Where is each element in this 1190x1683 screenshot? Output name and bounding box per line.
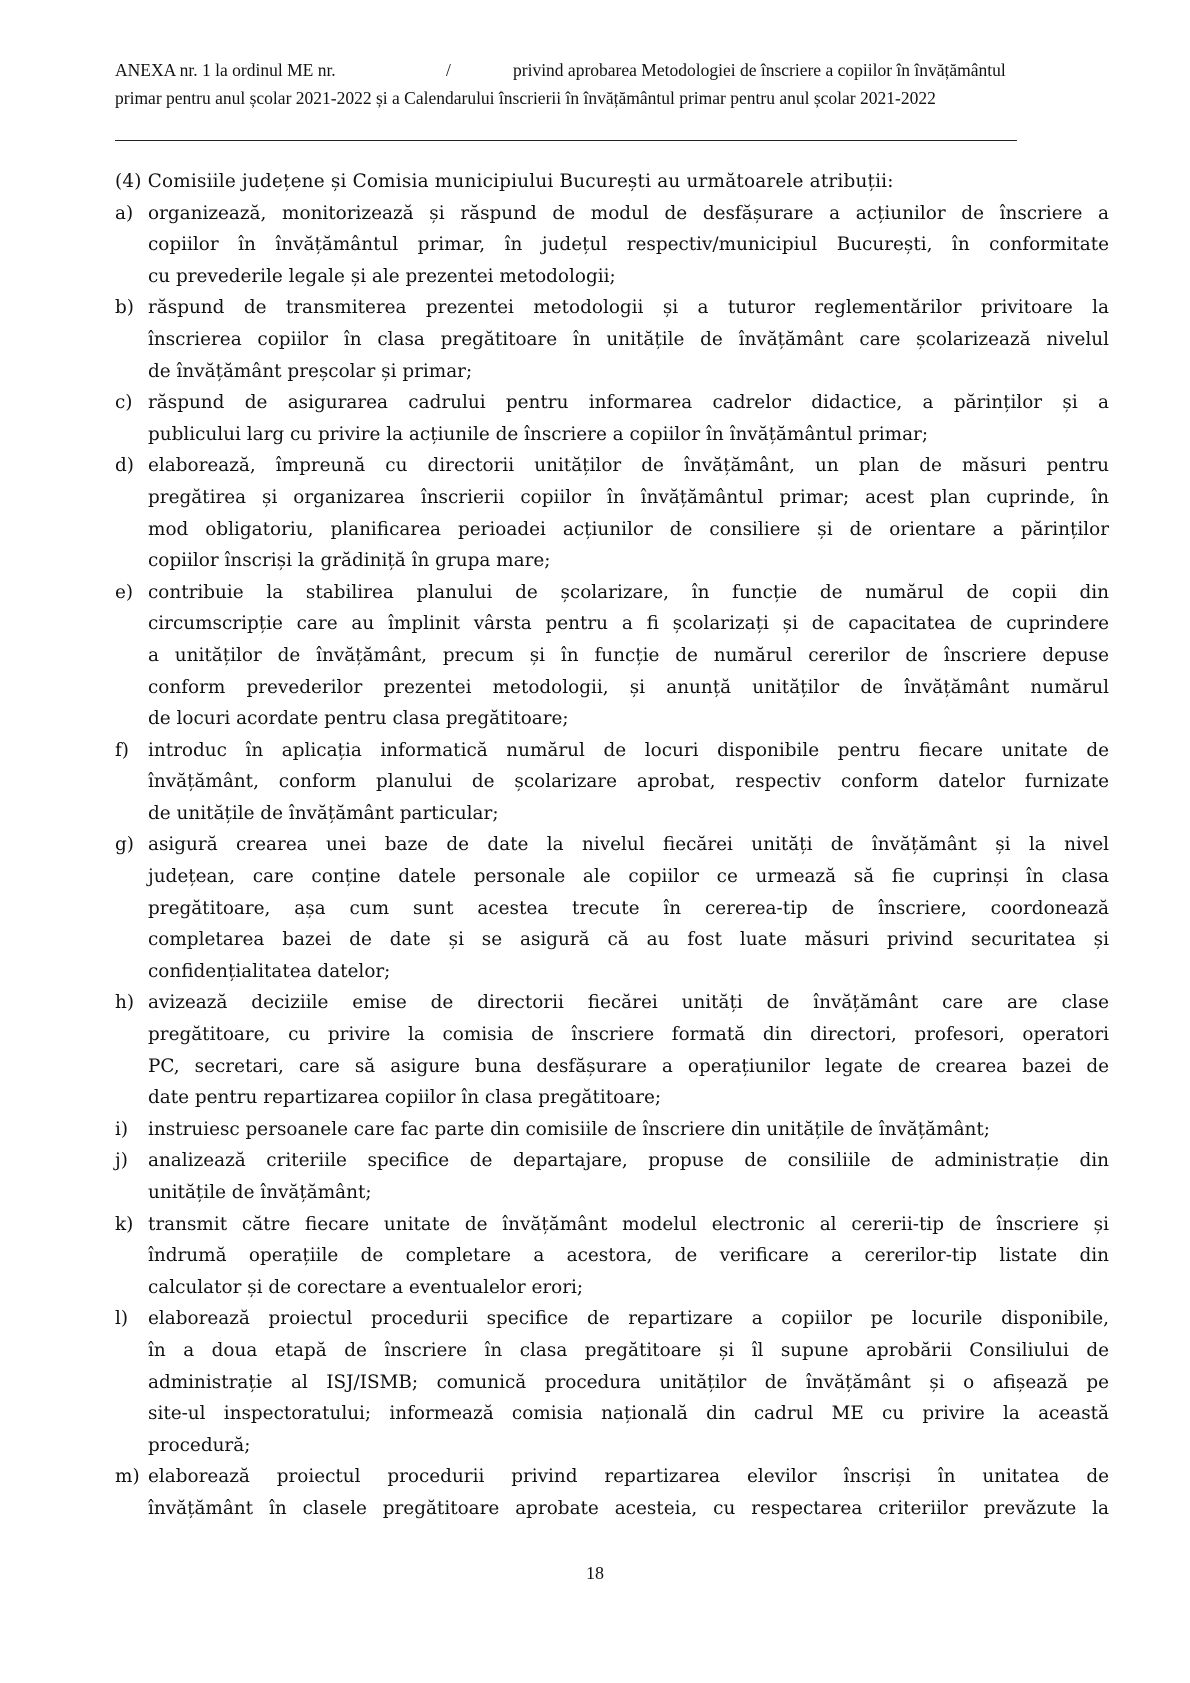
header-title-line-1: privind aprobarea Metodologiei de înscriere a copiilor în învățământul — [513, 60, 1006, 80]
list-item-line: elaborează, împreună cu directorii unităților de învățământ, un plan de măsuri pentru — [148, 455, 1109, 477]
list-item-line: de unitățile de învățământ particular; — [148, 802, 499, 824]
list-item-line: unitățile de învățământ; — [148, 1182, 372, 1203]
header-rule — [115, 140, 1017, 141]
list-item-label: m) — [115, 1466, 140, 1488]
list-item-label: k) — [115, 1213, 134, 1235]
list-item-line: înscrierea copiilor în clasa pregătitoare în unitățile de învățământ care școlarizează nivelul — [148, 328, 1109, 350]
list-item-line: elaborează proiectul procedurii specifice de repartizare a copiilor pe locurile disponibile, — [148, 1308, 1109, 1330]
list-item-line: circumscripție care au împlinit vârsta pentru a fi școlarizați și de capacitatea de cuprindere — [148, 613, 1109, 635]
list-item — [115, 1461, 1109, 1524]
list-item — [115, 1303, 1109, 1461]
list-item-line: învățământ, conform planului de școlarizare aprobat, respectiv conform datelor furnizate — [148, 771, 1109, 793]
list-item-line: învățământ în clasele pregătitoare aprobate acesteia, cu respectarea criteriilor prevăzute la — [148, 1497, 1109, 1519]
list-item-label: j) — [115, 1150, 128, 1172]
list-item-line: răspund de asigurarea cadrului pentru informarea cadrelor didactice, a părinților și a — [148, 392, 1109, 414]
header-slash: / — [446, 60, 451, 80]
list-item — [115, 829, 1109, 987]
list-item-label: d) — [115, 455, 134, 477]
list-item — [115, 387, 1109, 450]
header-title-line-2: primar pentru anul școlar 2021-2022 și a Calendarului înscrierii în învățământul primar pentru anul școlar 2021-2022 — [115, 88, 936, 108]
list-item-line: transmit către fiecare unitate de învățământ modelul electronic al cererii-tip de înscriere și — [148, 1213, 1109, 1235]
list-item-line: elaborează proiectul procedurii privind repartizarea elevilor înscriși în unitatea de — [148, 1466, 1109, 1488]
list-item-label: e) — [115, 581, 134, 603]
list-item-line: analizează criteriile specifice de departajare, propuse de consiliile de administrație din — [148, 1150, 1109, 1172]
list-item — [115, 577, 1109, 735]
list-item-line: județean, care conține datele personale ale copiilor ce urmează să fie cuprinși în clasa — [148, 866, 1109, 888]
list-item-line: avizează deciziile emise de directorii fiecărei unități de învățământ care are clase — [148, 992, 1109, 1014]
list-item-line: organizează, monitorizează și răspund de modul de desfășurare a acțiunilor de înscriere a — [148, 202, 1109, 224]
page-number: 18 — [586, 1563, 604, 1583]
list-item-line: pregătitoare, așa cum sunt acestea trecute în cererea-tip de înscriere, coordonează — [148, 897, 1109, 919]
list-item-line: a unităților de învățământ, precum și în funcție de numărul cererilor de înscriere depuse — [148, 644, 1109, 666]
list-item-line: pregătirea și organizarea înscrierii copiilor în învățământul primar; acest plan cuprinde, în — [148, 486, 1109, 508]
header-anexa: ANEXA nr. 1 la ordinul ME nr. — [115, 60, 336, 80]
list-item-line: date pentru repartizarea copiilor în clasa pregătitoare; — [148, 1087, 662, 1109]
list-item-line: pregătitoare, cu privire la comisia de înscriere formată din directori, profesori, operatori — [148, 1024, 1109, 1046]
list-item-line: în a doua etapă de înscriere în clasa pregătitoare și îl supune aprobării Consiliului de — [148, 1339, 1109, 1361]
list-item — [115, 987, 1109, 1113]
list-item-line: copiilor înscriși la grădiniță în grupa mare; — [148, 550, 551, 572]
list-item-line: site-ul inspectoratului; informează comisia națională din cadrul ME cu privire la această — [148, 1403, 1109, 1425]
list-item-line: calculator și de corectare a eventualelor erori; — [148, 1276, 584, 1298]
list-item-label: a) — [115, 202, 134, 224]
list-item-label: g) — [115, 834, 134, 856]
list-item-line: mod obligatoriu, planificarea perioadei acțiunilor de consiliere și de orientare a părinților — [148, 518, 1109, 540]
list-item — [115, 198, 1109, 293]
list-item-line: cu prevederile legale și ale prezentei metodologii; — [148, 265, 616, 287]
list-item-line: introduc în aplicația informatică numărul de locuri disponibile pentru fiecare unitate de — [148, 739, 1109, 761]
page-header — [115, 56, 1125, 112]
list-item-label: f) — [115, 739, 129, 761]
list-item-line: PC, secretari, care să asigure buna desfășurare a operațiunilor legate de crearea bazei de — [148, 1055, 1109, 1077]
list-item — [115, 450, 1109, 576]
list-item-label: l) — [115, 1308, 129, 1330]
paragraph-intro: (4) Comisiile județene și Comisia municipiului București au următoarele atribuții: — [115, 171, 894, 192]
document-body — [115, 166, 1109, 1525]
list-item-line: confidențialitatea datelor; — [148, 960, 391, 982]
list-item-line: procedură; — [148, 1434, 251, 1456]
list-item-line: copiilor în învățământul primar, în județul respectiv/municipiul București, în conformitate — [148, 234, 1109, 256]
list-item-label: i) — [115, 1118, 129, 1140]
attributions-list — [115, 198, 1109, 1525]
list-item-line: administrație al ISJ/ISMB; comunică procedura unităților de învățământ și o afișează pe — [148, 1371, 1109, 1393]
list-item — [115, 292, 1109, 387]
list-item-line: de învățământ preșcolar și primar; — [148, 360, 473, 382]
list-item-label: c) — [115, 392, 133, 414]
list-item-label: h) — [115, 992, 135, 1014]
list-item — [115, 1145, 1109, 1208]
list-item-line: îndrumă operațiile de completare a acestora, de verificare a cererilor-tip listate din — [148, 1245, 1109, 1267]
list-item — [115, 1114, 1109, 1146]
list-item-label: b) — [115, 297, 134, 319]
list-item-line: completarea bazei de date și se asigură că au fost luate măsuri privind securitatea și — [148, 929, 1109, 951]
list-item-line: asigură crearea unei baze de date la nivelul fiecărei unități de învățământ și la nivel — [148, 834, 1109, 856]
list-item-line: instruiesc persoanele care fac parte din comisiile de înscriere din unitățile de învățământ; — [148, 1118, 990, 1140]
list-item — [115, 1209, 1109, 1304]
list-item-line: de locuri acordate pentru clasa pregătitoare; — [148, 708, 569, 730]
list-item — [115, 735, 1109, 830]
list-item-line: contribuie la stabilirea planului de școlarizare, în funcție de numărul de copii din — [148, 581, 1109, 603]
list-item-line: conform prevederilor prezentei metodologii, și anunță unităților de învățământ numărul — [148, 676, 1109, 698]
list-item-line: publicului larg cu privire la acțiunile de înscriere a copiilor în învățământul primar; — [148, 423, 929, 445]
header-line-1 — [115, 56, 1125, 84]
list-item-line: răspund de transmiterea prezentei metodologii și a tuturor reglementărilor privitoare la — [148, 297, 1109, 319]
